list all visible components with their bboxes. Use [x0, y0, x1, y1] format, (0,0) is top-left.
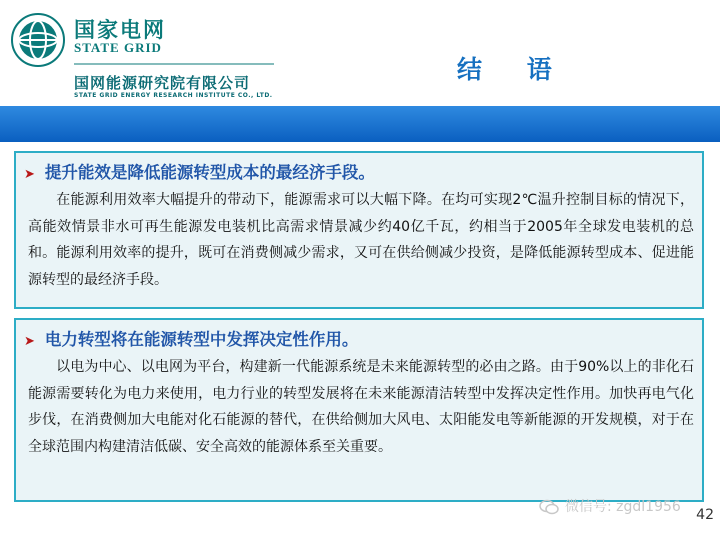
- section-body-text: 以电为中心、以电网为平台，构建新一代能源系统是未来能源转型的必由之路。由于90%以上的非化石能源需要转化为电力来使用，电力行业的转型发展将在未来能源清洁转型中发挥决定性作用。加快再电气化步伐，在消费侧加大电能对化石能源的替代，在供给侧加大风电、太阳能发电等新能源的开发规模，对于在全球范围内构建清洁低碳、安全高效的能源体系至关重要。: [28, 359, 694, 455]
- section-body: [28, 187, 694, 293]
- section-box-electricity: [14, 318, 704, 502]
- section-heading-text: 电力转型将在能源转型中发挥决定性作用。: [44, 330, 359, 349]
- brand-name-cn: 国家电网: [74, 18, 166, 42]
- section-body-text: 在能源利用效率大幅提升的带动下，能源需求可以大幅下降。在均可实现2℃温升控制目标的情况下，高能效情景非水可再生能源发电装机比高需求情景减少约40亿千瓦，约相当于2005年全球发电装机的总和。能源利用效率的提升，既可在消费侧减少需求，又可在供给侧减少投资，是降低能源转型成本、促进能源转型的最经济手段。: [28, 192, 694, 288]
- section-heading-text: 提升能效是降低能源转型成本的最经济手段。: [44, 163, 375, 182]
- arrow-right-icon: ➤: [24, 334, 35, 349]
- title-band: [0, 106, 720, 142]
- watermark-text: 微信号: zgdl1956: [565, 499, 681, 515]
- section-body: [28, 354, 694, 460]
- section-box-efficiency: [14, 151, 704, 309]
- brand-name-en: STATE GRID: [74, 40, 162, 55]
- page-number: 42: [696, 507, 714, 523]
- slide-header: [0, 0, 720, 104]
- wechat-icon: [539, 499, 559, 515]
- section-heading: [24, 326, 358, 350]
- slide-title: 结 语: [457, 55, 570, 84]
- institute-name-cn: 国网能源研究院有限公司: [74, 74, 251, 92]
- state-grid-logo-icon: [10, 12, 66, 68]
- institute-name-en: STATE GRID ENERGY RESEARCH INSTITUTE CO., LTD.: [74, 92, 273, 99]
- header-divider: [74, 62, 274, 66]
- arrow-right-icon: ➤: [24, 167, 35, 182]
- wechat-watermark: [539, 496, 681, 516]
- section-heading: [24, 159, 375, 183]
